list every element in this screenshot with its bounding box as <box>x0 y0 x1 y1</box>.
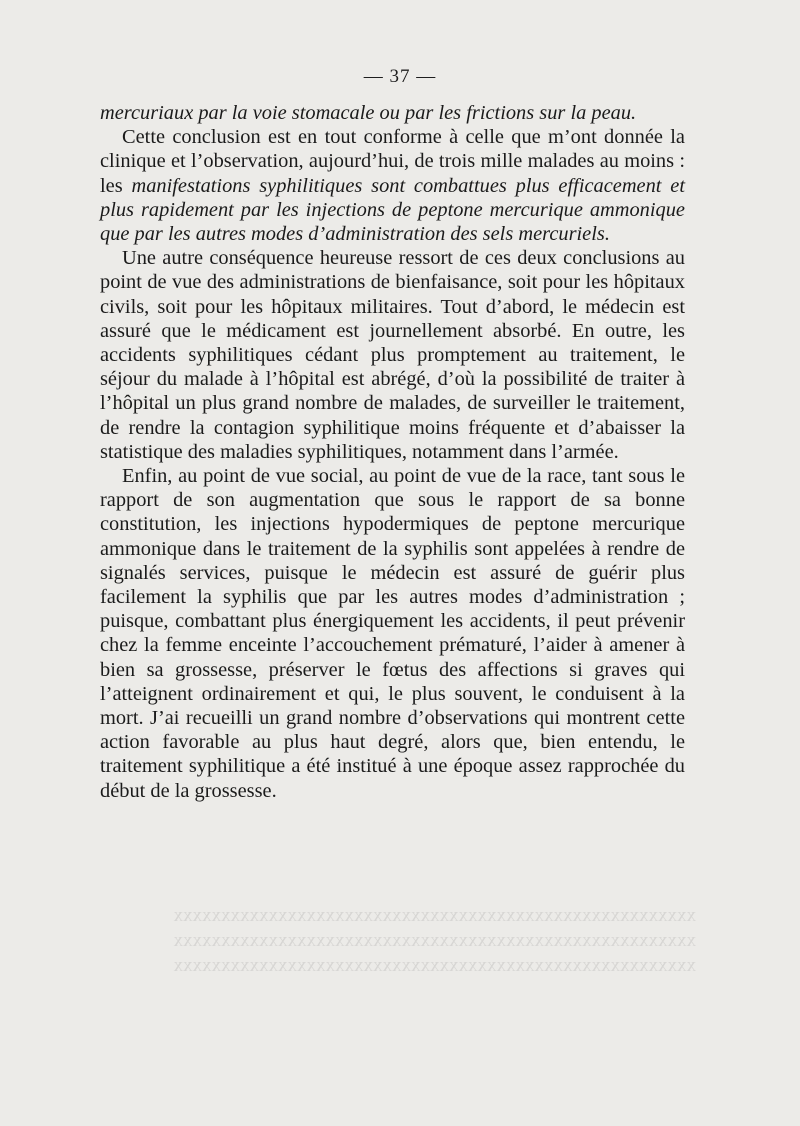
text-segment: Cette conclusion est en tout conforme à celle que m’ont donnée la clinique et l’observation, aujourd’hui, de trois mille malades au moins : les <box>100 126 685 197</box>
paragraph <box>100 125 685 246</box>
text-segment: manifestations syphilitiques sont combattues plus efficacement et plus rapidement par les injections de peptone mercurique ammonique que par les autres modes d’administration des sels mercuriels. <box>100 174 685 246</box>
text-segment: Enfin, au point de vue social, au point de vue de la race, tant sous le rapport de son augmentation que sous le rapport de sa bonne constitution, les injections hypodermiques de peptone mercurique ammonique dans le traitement de la syphilis sont appelées à rendre de signalés services, puisque le médecin est assuré de guérir plus facilement la syphilis que par les autres modes d’administration ; puisque, combattant plus énergiquement les accidents, il peut prévenir chez la femme enceinte l’accouchement prématuré, l’aider à amener à bien sa grossesse, préserver le fœtus des affections si graves qui l’atteignent ordinairement et qui, le plus souvent, le conduisent à la mort. J’ai recueilli un grand nombre d’observations qui montrent cette action favorable au plus haut degré, alors que, bien entendu, le traitement syphilitique a été institué à une époque assez rapprochée du début de la grossesse. <box>100 465 685 802</box>
text-segment: mercuriaux par la voie stomacale ou par les frictions sur la peau. <box>100 102 637 124</box>
paragraph <box>100 246 685 464</box>
page-number: — 37 — <box>363 66 437 87</box>
text-segment: Une autre conséquence heureuse ressort de ces deux conclusions au point de vue des administrations de bienfaisance, soit pour les hôpitaux civils, soit pour les hôpitaux militaires. Tout d’abord, le médecin est assuré que le médicament est journellement absorbé. En outre, les accidents syphilitiques cédant plus promptement au traitement, le séjour du malade à l’hôpital est abrégé, d’où la possibilité de traiter à l’hôpital un plus grand nombre de malades, de surveiller le traitement, de rendre la contagion syphilitique moins fréquente et d’abaisser la statistique des maladies syphilitiques, notamment dans l’armée. <box>100 247 685 463</box>
bleed-through-line: xxxxxxxxxxxxxxxxxxxxxxxxxxxxxxxxxxxxxxxxxxxxxxxxxxxxxxx <box>173 955 696 976</box>
bleed-through-line: xxxxxxxxxxxxxxxxxxxxxxxxxxxxxxxxxxxxxxxxxxxxxxxxxxxxxxx <box>173 905 696 926</box>
bleed-through-line: xxxxxxxxxxxxxxxxxxxxxxxxxxxxxxxxxxxxxxxxxxxxxxxxxxxxxxx <box>173 930 696 951</box>
paragraph <box>100 101 685 125</box>
paragraph <box>100 464 685 803</box>
body-text <box>100 101 685 803</box>
